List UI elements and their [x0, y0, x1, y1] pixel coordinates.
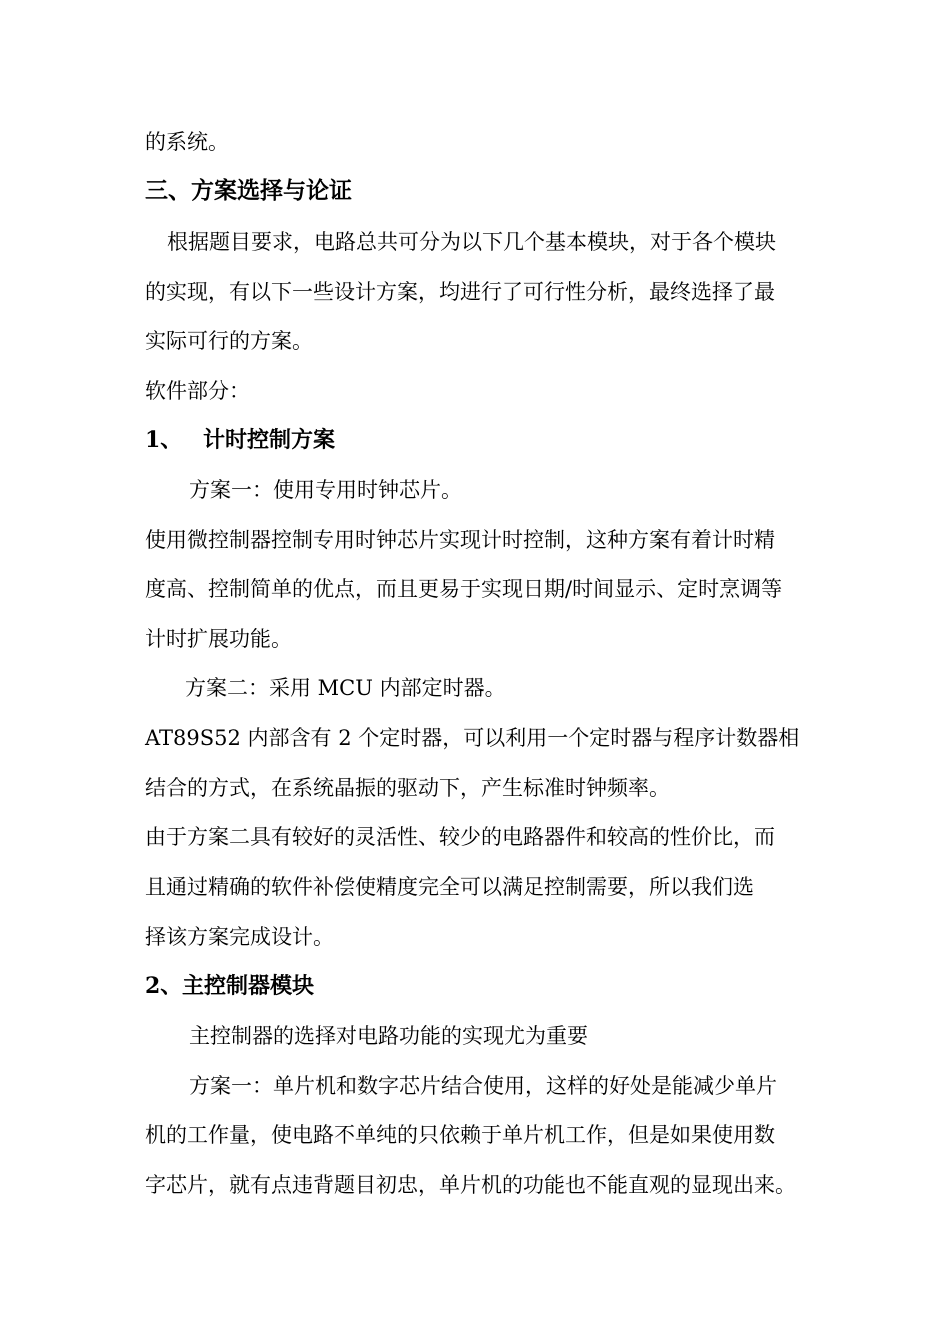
timing-option2-line: AT89S52 内部含有 2 个定时器，可以利用一个定时器与程序计数器相	[145, 726, 800, 750]
intro-paragraph-line: 实际可行的方案。	[145, 329, 313, 353]
software-label: 软件部分：	[145, 379, 250, 403]
controller-heading-number: 2、	[145, 973, 183, 999]
controller-option1-line: 字芯片，就有点违背题目初忠，单片机的功能也不能直观的显现出来。	[145, 1173, 796, 1197]
intro-paragraph-line: 根据题目要求，电路总共可分为以下几个基本模块，对于各个模块	[167, 230, 776, 254]
controller-heading-title: 主控制器模块	[182, 973, 315, 999]
timing-option1-line: 度高、控制简单的优点，而且更易于实现日期/时间显示、定时烹调等	[145, 577, 783, 601]
timing-option1-line: 使用微控制器控制专用时钟芯片实现计时控制，这种方案有着计时精	[145, 528, 775, 552]
timing-heading-title: 计时控制方案	[203, 427, 336, 453]
section-heading: 三、方案选择与论证	[145, 177, 352, 204]
timing-conclusion-line: 且通过精确的软件补偿使精度完全可以满足控制需要，所以我们选	[145, 875, 754, 899]
timing-conclusion-line: 由于方案二具有较好的灵活性、较少的电路器件和较高的性价比，而	[145, 825, 775, 849]
controller-option1-line: 方案一：单片机和数字芯片结合使用，这样的好处是能减少单片	[189, 1074, 777, 1098]
intro-paragraph-line: 的实现，有以下一些设计方案，均进行了可行性分析，最终选择了最	[145, 280, 775, 304]
timing-option1-line: 计时扩展功能。	[145, 627, 292, 651]
timing-option2-line: 结合的方式，在系统晶振的驱动下，产生标准时钟频率。	[145, 776, 670, 800]
timing-option1-title: 方案一：使用专用时钟芯片。	[189, 478, 462, 502]
timing-option2-title: 方案二：采用 MCU 内部定时器。	[185, 676, 506, 700]
timing-conclusion-line: 择该方案完成设计。	[145, 925, 334, 949]
controller-intro: 主控制器的选择对电路功能的实现尤为重要	[189, 1024, 588, 1048]
controller-option1-line: 机的工作量，使电路不单纯的只依赖于单片机工作，但是如果使用数	[145, 1123, 775, 1147]
timing-heading-number: 1、	[145, 427, 183, 453]
intro-tail: 的系统。	[145, 130, 229, 154]
